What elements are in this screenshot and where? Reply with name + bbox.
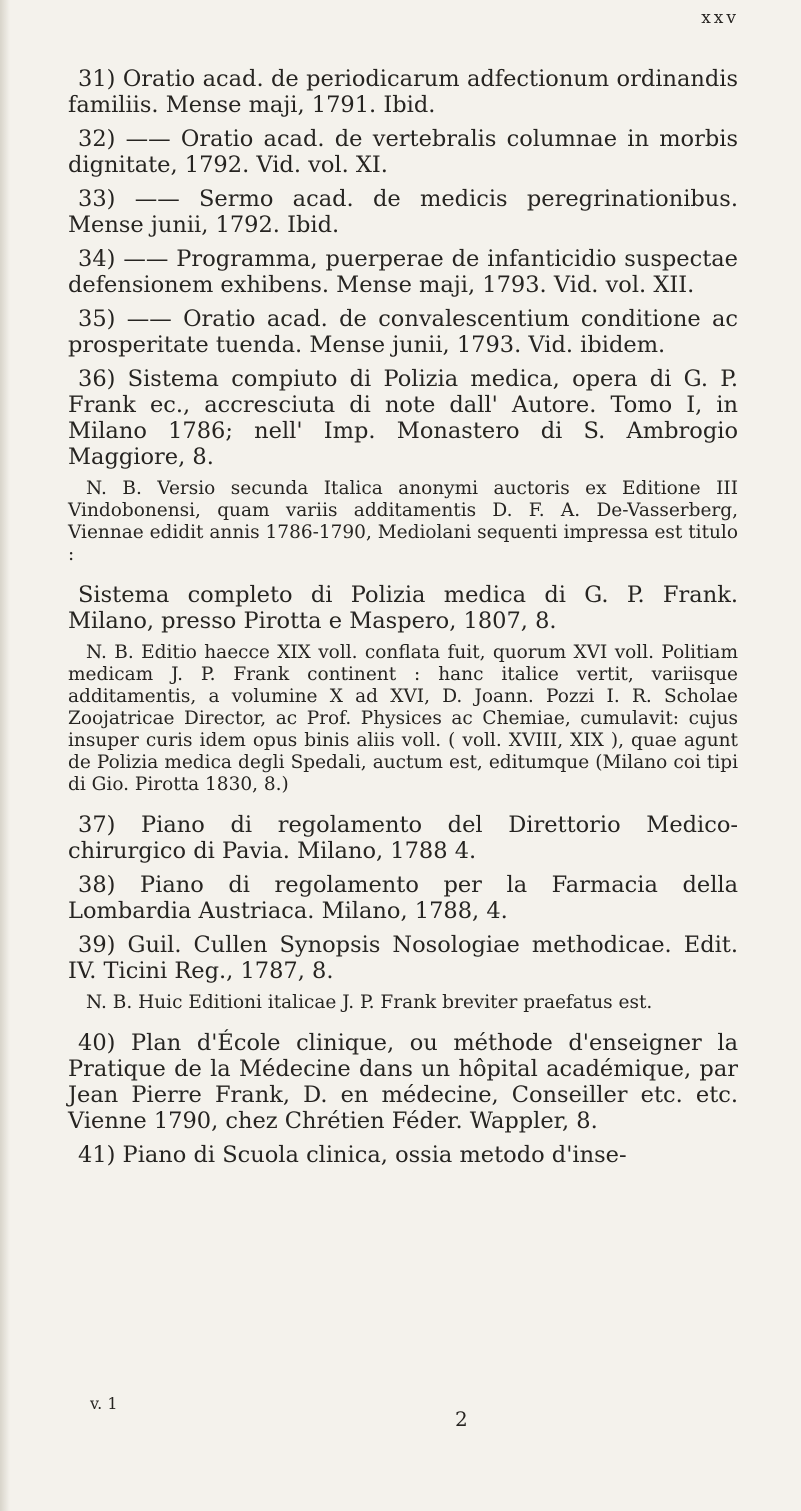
bibliography-note: N. B. Versio secunda Italica anonymi auctoris ex Editione III Vindobonensi, quam variis additamentis D. F. A. De-Vasserberg, Viennae edidit annis 1786-1790, Mediolani sequenti impressa est titulo :: [68, 478, 738, 565]
bibliography-note: N. B. Huic Editioni italicae J. P. Frank breviter praefatus est.: [86, 992, 653, 1013]
bibliography-note: N. B. Editio haecce XIX voll. conflata fuit, quorum XVI voll. Politiam medicam J. P. Frank continent : hanc italice vertit, variisque additamentis, a volumine X ad XVI, D. Joann. Pozzi I. R. Scholae Zoojatricae Director, ac Prof. Physices ac Chemiae, cumulavit: cujus insuper curis idem opus binis aliis voll. ( voll. XVIII, XIX ), quae agunt de Polizia medica degli Spedali, auctum est, editumque (Milano coi tipi di Gio. Pirotta 1830, 8.): [68, 642, 738, 795]
signature-mark: v. 1: [90, 1394, 118, 1413]
page-number-footer: 2: [455, 1407, 468, 1431]
bibliography-entry-38: 38) Piano di regolamento per la Farmacia della Lombardia Austriaca. Milano, 1788, 4.: [68, 872, 738, 924]
bibliography-entry-41: 41) Piano di Scuola clinica, ossia metodo d'inse-: [78, 1142, 627, 1168]
bibliography-entry-31: 31) Oratio acad. de periodicarum adfectionum ordinandis familiis. Mense maji, 1791. Ibid.: [68, 66, 738, 118]
bibliography-entry-40: 40) Plan d'École clinique, ou méthode d'enseigner la Pratique de la Médecine dans un hôpital académique, par Jean Pierre Frank, D. en médecine, Conseiller etc. etc. Vienne 1790, chez Chrétien Féder. Wappler, 8.: [68, 1030, 738, 1134]
bibliography-entry-33: 33) —— Sermo acad. de medicis peregrinationibus. Mense junii, 1792. Ibid.: [68, 186, 738, 238]
bibliography-list: [68, 66, 738, 1176]
bibliography-entry-39: 39) Guil. Cullen Synopsis Nosologiae methodicae. Edit. IV. Ticini Reg., 1787, 8.: [68, 932, 738, 984]
bibliography-entry-37: 37) Piano di regolamento del Direttorio Medico-chirurgico di Pavia. Milano, 1788 4.: [68, 812, 738, 864]
bibliography-entry-36: 36) Sistema compiuto di Polizia medica, opera di G. P. Frank ec., accresciuta di note dall' Autore. Tomo I, in Milano 1786; nell' Imp. Monastero di S. Ambrogio Maggiore, 8.: [68, 366, 738, 470]
bibliography-entry-32: 32) —— Oratio acad. de vertebralis columnae in morbis dignitate, 1792. Vid. vol. XI.: [68, 126, 738, 178]
page-number-header: xxv: [701, 8, 739, 28]
bibliography-entry-34: 34) —— Programma, puerperae de infanticidio suspectae defensionem exhibens. Mense maji, 1793. Vid. vol. XII.: [68, 246, 738, 298]
bibliography-entry-35: 35) —— Oratio acad. de convalescentium conditione ac prosperitate tuenda. Mense junii, 1793. Vid. ibidem.: [68, 306, 738, 358]
page-edge-shadow: [0, 0, 10, 1511]
bibliography-entry-36b: Sistema completo di Polizia medica di G. P. Frank. Milano, presso Pirotta e Maspero, 1807, 8.: [68, 582, 738, 634]
